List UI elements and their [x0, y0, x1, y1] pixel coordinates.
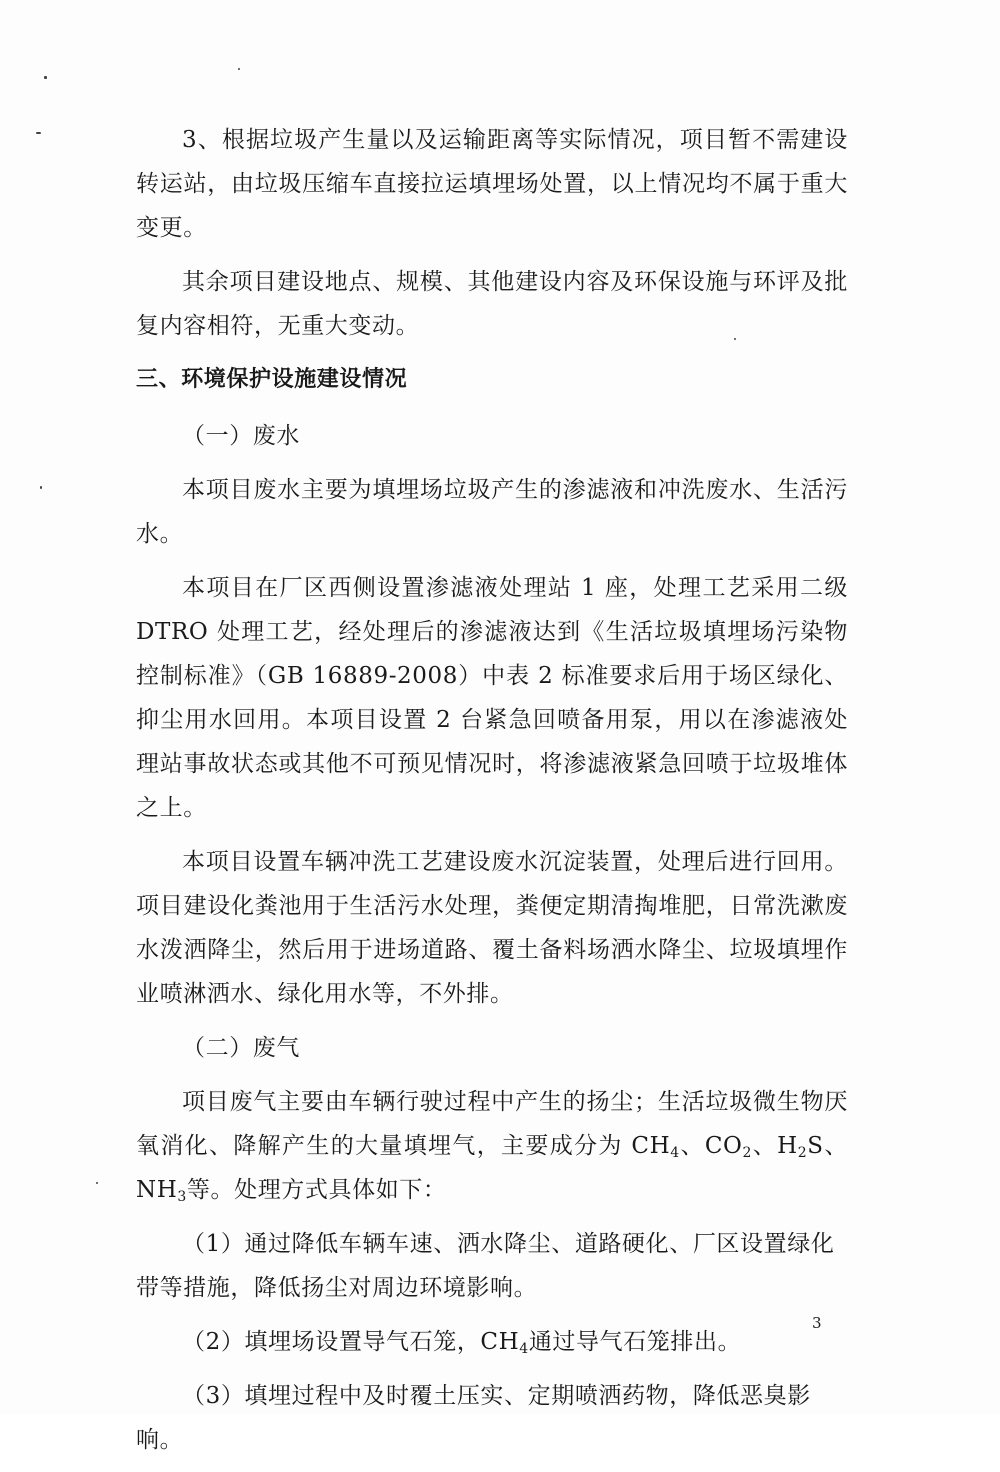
paragraph-vehicle-washing: 本项目设置车辆冲洗工艺建设废水沉淀装置，处理后进行回用。项目建设化粪池用于生活污水处理，粪便定期清掏堆肥，日常洗漱废水泼洒降尘，然后用于进场道路、覆土备料场洒水降尘、垃圾填埋作业喷淋洒水、绿化用水等，不外排。	[136, 849, 848, 1007]
paragraph-no-major-change: 其余项目建设地点、规模、其他建设内容及环保设施与环评及批复内容相符，无重大变动。	[136, 269, 848, 339]
scan-speck	[96, 1182, 98, 1184]
subheading-wastewater: （一）废水	[182, 423, 300, 449]
paragraph-leachate-treatment: 本项目在厂区西侧设置渗滤液处理站 1 座，处理工艺采用二级 DTRO 处理工艺，经处理后的渗滤液达到《生活垃圾填埋场污染物控制标准》（GB 16889-2008）中表 2 标准要求后用于场区绿化、抑尘用水回用。本项目设置 2 台紧急回喷备用泵，用以在渗滤液处理站事故状态或其他不可预见情况时，将渗滤液紧急回喷于垃圾堆体之上。	[136, 575, 848, 821]
list-item-dust-control: （1）通过降低车辆车速、洒水降尘、道路硬化、厂区设置绿化带等措施，降低扬尘对周边环境影响。	[136, 1231, 835, 1301]
section-heading: 三、环境保护设施建设情况	[136, 367, 408, 392]
page-number: 3	[812, 1314, 822, 1332]
list-item-gas-venting: （2）填埋场设置导气石笼，$CH_4$通过导气石笼排出。	[182, 1329, 742, 1357]
subheading-waste-gas: （二）废气	[182, 1035, 300, 1061]
paragraph-transfer-station: 3、根据垃圾产生量以及运输距离等实际情况，项目暂不需建设转运站，由垃圾压缩车直接拉运填埋场处置，以上情况均不属于重大变更。	[136, 127, 848, 241]
scan-speck	[238, 68, 240, 70]
paragraph-wastewater-sources: 本项目废水主要为填埋场垃圾产生的渗滤液和冲洗废水、生活污水。	[136, 477, 848, 547]
scan-speck	[36, 132, 41, 134]
list-item-odor-control: （3）填埋过程中及时覆土压实、定期喷洒药物，降低恶臭影响。	[136, 1383, 811, 1453]
scan-speck	[40, 486, 42, 489]
scan-speck	[44, 76, 47, 79]
document-body	[136, 118, 848, 1472]
paragraph-waste-gas-sources: 项目废气主要由车辆行驶过程中产生的扬尘；生活垃圾微生物厌氧消化、降解产生的大量填埋气，主要成分为 $CH_4$、$CO_2$、$H_2S$、$NH_3$等。处理方式具体如下：	[136, 1089, 848, 1205]
